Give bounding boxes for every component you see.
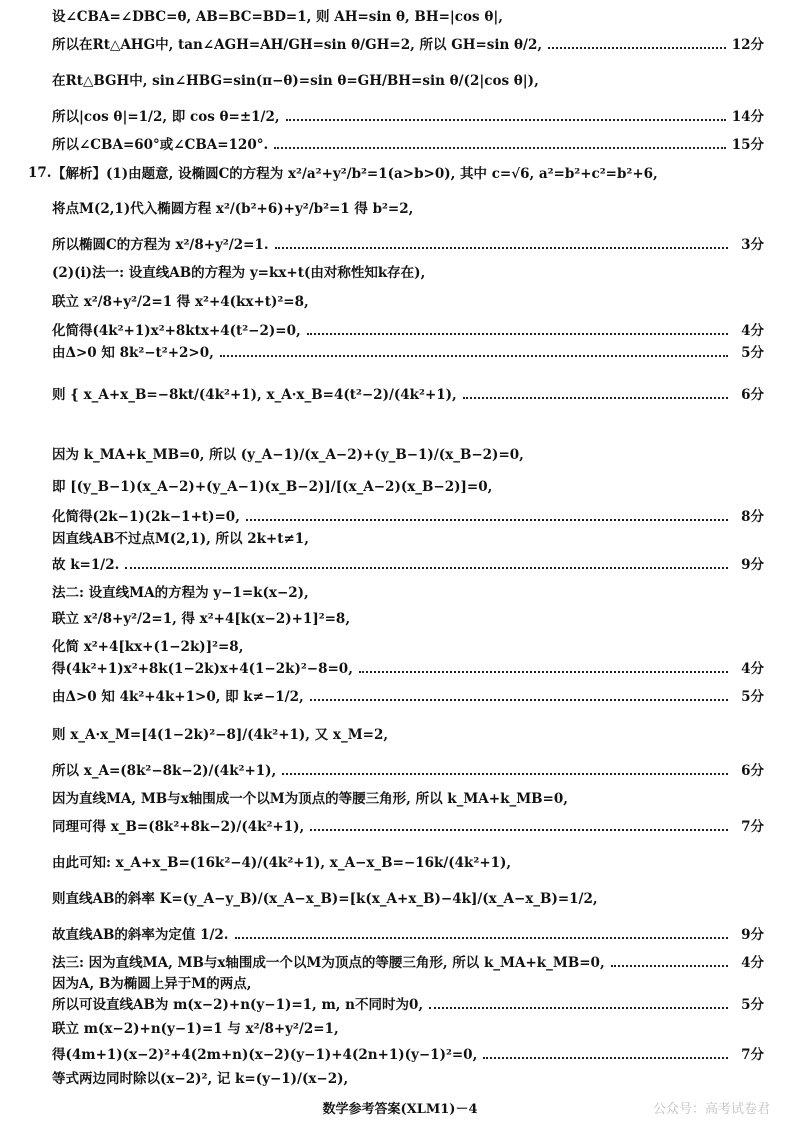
line-29: 则直线AB的斜率 K=(y_A−y_B)/(x_A−x_B)=[k(x_A+x_B)−4k]/(x_A−x_B)=1/2, — [52, 891, 598, 907]
leader-dots — [125, 567, 728, 569]
line-7: 将点M(2,1)代入椭圆方程 x²/(b²+6)+y²/b²=1 得 b²=2, — [52, 201, 414, 217]
line-12: 由Δ>0 知 8k²−t²+2>0, 5分 — [52, 345, 764, 361]
score-label: 3分 — [741, 237, 764, 253]
line-8: 所以椭圆C的方程为 x²/8+y²/2=1. 3分 — [52, 237, 764, 253]
line-32: 因为A, B为椭圆上异于M的两点, — [52, 976, 252, 992]
leader-dots — [429, 1007, 728, 1009]
line-36: 等式两边同时除以(x−2)², 记 k=(y−1)/(x−2), — [52, 1071, 349, 1087]
leader-dots — [310, 699, 728, 701]
line-9: (2)(ⅰ)法一: 设直线AB的方程为 y=kx+t(由对称性知k存在), — [52, 265, 426, 281]
score-label: 5分 — [741, 345, 764, 361]
leader-dots — [359, 671, 728, 673]
leader-dots — [220, 355, 728, 357]
score-label: 15分 — [731, 137, 764, 153]
leader-dots — [310, 829, 728, 831]
score-label: 9分 — [741, 557, 764, 573]
line-23: 由Δ>0 知 4k²+4k+1>0, 即 k≠−1/2, 5分 — [52, 689, 764, 705]
line-24: 则 x_A·x_M=[4(1−2k)²−8]/(4k²+1), 又 x_M=2, — [52, 727, 389, 743]
line-16: 化简得(2k−1)(2k−1+t)=0, 8分 — [52, 509, 764, 525]
line-3: 在Rt△BGH中, sin∠HBG=sin(π−θ)=sin θ=GH/BH=sin θ/(2|cos θ|), — [52, 73, 539, 89]
line-19: 法二: 设直线MA的方程为 y−1=k(x−2), — [52, 585, 309, 601]
line-26: 因为直线MA, MB与x轴围成一个以M为顶点的等腰三角形, 所以 k_MA+k_MB=0, — [52, 791, 568, 807]
leader-dots — [286, 119, 726, 121]
leader-dots — [307, 333, 728, 335]
leader-dots — [274, 147, 726, 149]
score-label: 9分 — [741, 927, 764, 943]
line-30: 故直线AB的斜率为定值 1/2. 9分 — [52, 927, 764, 943]
leader-dots — [548, 47, 726, 49]
watermark: 公众号：高考试卷君 — [652, 1102, 770, 1117]
leader-dots — [463, 397, 728, 399]
score-label: 4分 — [741, 323, 764, 339]
line-25: 所以 x_A=(8k²−8k−2)/(4k²+1), 6分 — [52, 763, 764, 779]
line-1: 设∠CBA=∠DBC=θ, AB=BC=BD=1, 则 AH=sin θ, BH=|cos θ|, — [52, 9, 503, 25]
leader-dots — [282, 773, 728, 775]
score-label: 12分 — [731, 37, 764, 53]
leader-dots — [246, 519, 728, 521]
line-10: 联立 x²/8+y²/2=1 得 x²+4(kx+t)²=8, — [52, 294, 309, 310]
score-label: 7分 — [741, 1047, 764, 1063]
line-22: 得(4k²+1)x²+8k(1−2k)x+4(1−2k)²−8=0, 4分 — [52, 661, 764, 677]
score-label: 14分 — [731, 109, 764, 125]
score-label: 6分 — [741, 763, 764, 779]
line-17: 因直线AB不过点M(2,1), 所以 2k+t≠1, — [52, 531, 309, 547]
score-label: 7分 — [741, 819, 764, 835]
problem-number: 17. — [28, 165, 52, 181]
line-11: 化简得(4k²+1)x²+8ktx+4(t²−2)=0, 4分 — [52, 323, 764, 339]
leader-dots — [235, 937, 728, 939]
line-34: 联立 m(x−2)+n(y−1)=1 与 x²/8+y²/2=1, — [52, 1021, 339, 1037]
page-footer: 数学参考答案(XLM1)－4 — [322, 1102, 478, 1117]
line-6: 【解析】(1)由题意, 设椭圆C的方程为 x²/a²+y²/b²=1(a>b>0), 其中 c=√6, a²=b²+c²=b²+6, — [52, 166, 658, 182]
score-label: 8分 — [741, 509, 764, 525]
line-20: 联立 x²/8+y²/2=1, 得 x²+4[k(x−2)+1]²=8, — [52, 611, 351, 627]
score-label: 5分 — [741, 689, 764, 705]
line-2: 所以在Rt△AHG中, tan∠AGH=AH/GH=sin θ/GH=2, 所以 GH=sin θ/2, 12分 — [52, 37, 764, 53]
score-label: 4分 — [741, 955, 764, 971]
line-33: 所以可设直线AB为 m(x−2)+n(y−1)=1, m, n不同时为0, 5分 — [52, 997, 764, 1013]
score-label: 4分 — [741, 661, 764, 677]
line-5: 所以∠CBA=60°或∠CBA=120°. 15分 — [52, 137, 764, 153]
line-27: 同理可得 x_B=(8k²+8k−2)/(4k²+1), 7分 — [52, 819, 764, 835]
line-18: 故 k=1/2. 9分 — [52, 557, 764, 573]
line-28: 由此可知: x_A+x_B=(16k²−4)/(4k²+1), x_A−x_B=−16k/(4k²+1), — [52, 855, 512, 871]
score-label: 6分 — [741, 387, 764, 403]
line-21: 化简 x²+4[kx+(1−2k)]²=8, — [52, 639, 244, 655]
line-35: 得(4m+1)(x−2)²+4(2m+n)(x−2)(y−1)+4(2n+1)(y−1)²=0, 7分 — [52, 1047, 764, 1063]
line-13: 则 { x_A+x_B=−8kt/(4k²+1), x_A·x_B=4(t²−2)/(4k²+1), 6分 — [52, 387, 764, 403]
line-31: 法三: 因为直线MA, MB与x轴围成一个以M为顶点的等腰三角形, 所以 k_MA+k_MB=0, 4分 — [52, 955, 764, 971]
line-14: 因为 k_MA+k_MB=0, 所以 (y_A−1)/(x_A−2)+(y_B−1)/(x_B−2)=0, — [52, 447, 524, 463]
leader-dots — [483, 1057, 728, 1059]
leader-dots — [611, 965, 728, 967]
line-4: 所以|cos θ|=1/2, 即 cos θ=±1/2, 14分 — [52, 109, 764, 125]
leader-dots — [275, 247, 728, 249]
line-15: 即 [(y_B−1)(x_A−2)+(y_A−1)(x_B−2)]/[(x_A−2)(x_B−2)]=0, — [52, 479, 493, 495]
score-label: 5分 — [741, 997, 764, 1013]
